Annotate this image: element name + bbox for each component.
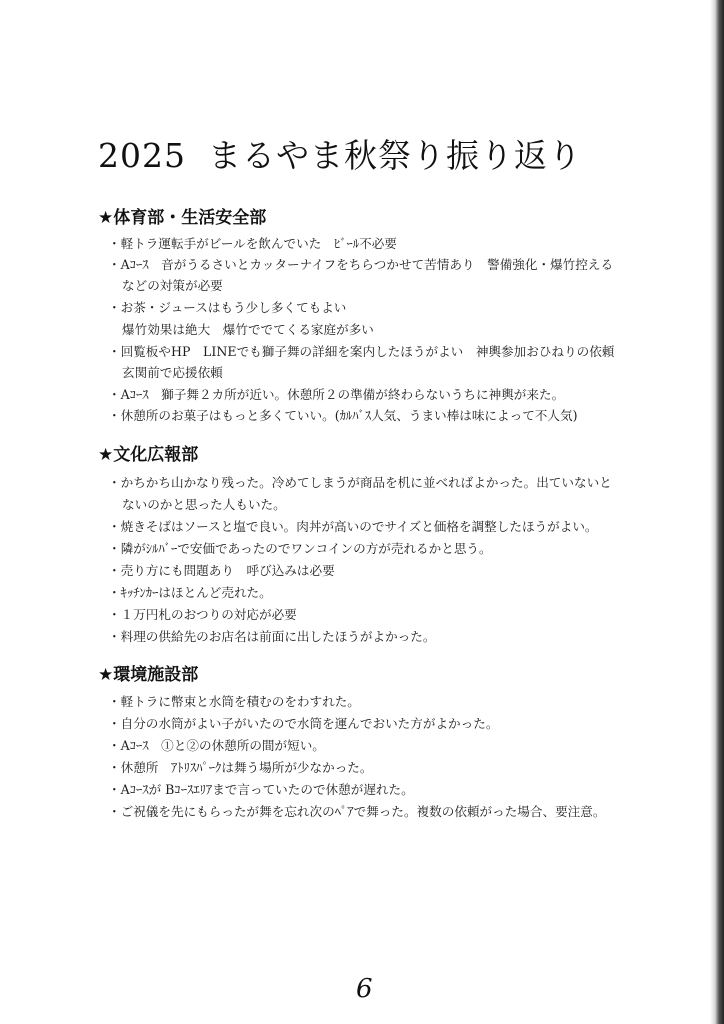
list-item: ・隣がｼﾙﾊﾞｰで安価であったのでワンコインの方が売れるかと思う。 <box>108 541 492 556</box>
list-item: ・かちかち山かなり残った。冷めてしまうが商品を机に並べればよかった。出ていないと <box>108 475 612 490</box>
list-item: ・ご祝儀を先にもらったが舞を忘れ次のﾍﾟｱで舞った。複数の依頼がった場合、要注意。 <box>108 804 606 819</box>
list-item: ・Aｺｰｽ 音がうるさいとカッターナイフをちらつかせて苦情あり 警備強化・爆竹控える <box>108 257 614 272</box>
list-item: ・軽トラに幣束と水筒を積むのをわすれた。 <box>108 694 360 709</box>
list-item: ・ｷｯﾁﾝｶｰはほとんど売れた。 <box>108 585 272 600</box>
page-number: 6 <box>356 974 373 1004</box>
title-year: 2025 <box>98 136 186 175</box>
scan-edge <box>710 0 724 1024</box>
section-heading-sports-safety: ★体育部・生活安全部 <box>98 208 267 228</box>
list-item: ・自分の水筒がよい子がいたので水筒を運んでおいた方がよかった。 <box>108 716 499 731</box>
list-item-continuation: 玄関前で応援依頼 <box>122 365 223 380</box>
title-text: まるやま秋祭り振り返り <box>207 136 582 175</box>
list-item: ・売り方にも問題あり 呼び込みは必要 <box>108 563 335 578</box>
list-item: ・お茶・ジュースはもう少し多くてもよい <box>108 300 347 315</box>
list-item: ・回覧板やHP LINEでも獅子舞の詳細を案内したほうがよい 神輿参加おひねりの依頼 <box>108 344 615 359</box>
section-heading-environment-facilities: ★環境施設部 <box>98 665 199 685</box>
page-title <box>98 130 582 177</box>
list-item: ・料理の供給先のお店名は前面に出したほうがよかった。 <box>108 629 436 644</box>
list-item-continuation: 爆竹効果は絶大 爆竹ででてくる家庭が多い <box>122 322 374 337</box>
list-item: ・焼きそばはソースと塩で良い。肉丼が高いのでサイズと価格を調整したほうがよい。 <box>108 519 598 534</box>
list-item: ・１万円札のおつりの対応が必要 <box>108 607 297 622</box>
list-item: ・Aｺｰｽが Bｺｰｽｴﾘｱまで言っていたので休憩が遅れた。 <box>108 782 414 797</box>
list-item: ・休憩所のお菓子はもっと多くていい。(ｶﾙﾊﾞｽ人気、うまい棒は味によって不人気) <box>108 408 578 423</box>
list-item-continuation: などの対策が必要 <box>122 278 223 293</box>
list-item: ・Aｺｰｽ ①と②の休憩所の間が短い。 <box>108 738 325 753</box>
list-item: ・軽トラ運転手がビールを飲んでいた ﾋﾞｰﾙ不必要 <box>108 236 397 251</box>
section-heading-culture-pr: ★文化広報部 <box>98 445 199 465</box>
list-item: ・休憩所 ｱﾄﾘｽﾊﾟｰｸは舞う場所が少なかった。 <box>108 760 373 775</box>
list-item-continuation: ないのかと思った人もいた。 <box>122 497 286 512</box>
list-item: ・Aｺｰｽ 獅子舞２カ所が近い。休憩所２の準備が終わらないうちに神輿が来た。 <box>108 387 565 402</box>
